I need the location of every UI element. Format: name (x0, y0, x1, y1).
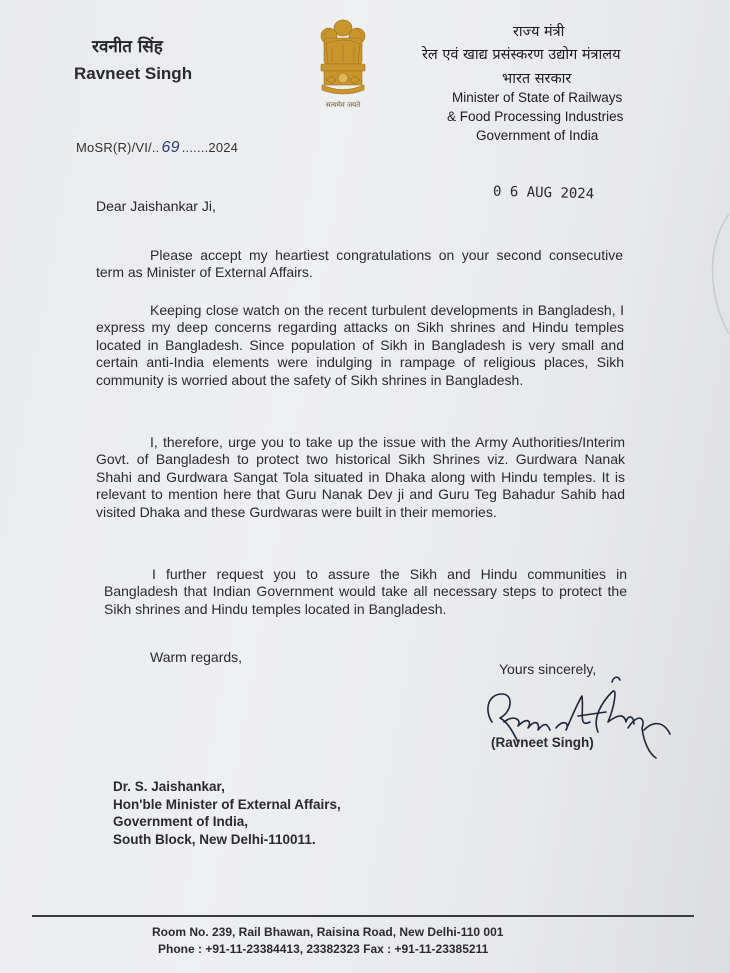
handwritten-signature (478, 672, 678, 764)
yours-sincerely: Yours sincerely, (499, 661, 597, 677)
salutation: Dear Jaishankar Ji, (96, 198, 216, 214)
footer-address: Room No. 239, Rail Bhawan, Raisina Road, New Delhi-110 001 (152, 925, 504, 939)
body-paragraph: Please accept my heartiest congratulations on your second consecutive term as Minister of External Affairs. (96, 247, 623, 281)
footer-contact: Phone : +91-11-23384413, 23382323 Fax : +91-11-23385211 (158, 942, 489, 956)
body-paragraph: Keeping close watch on the recent turbulent developments in Bangladesh, I express my deep concerns regarding attacks on Sikh shrines and Hindu temples located in Bangladesh. Since population of Sikh in Bangladesh is very small and certain anti-India elements were indulging in rampage of religious places, Sikh community is worried about the safety of Sikh shrines in Bangladesh. (96, 302, 624, 388)
page-curl-shadow (703, 214, 730, 334)
designation-hindi-line: भारत सरकार (502, 71, 572, 87)
designation-english-line: & Food Processing Industries (447, 109, 624, 124)
svg-text:सत्यमेव जयते: सत्यमेव जयते (325, 101, 361, 109)
sender-name: Ravneet Singh (74, 64, 193, 83)
footer-divider (32, 915, 694, 917)
reference-handwritten-number: 69 (161, 139, 180, 156)
date-stamp: 0 6 AUG 2024 (492, 183, 595, 203)
designation-english-line: Minister of State of Railways (452, 90, 623, 105)
designation-hindi-line: राज्य मंत्री (513, 24, 565, 40)
national-emblem-icon (312, 14, 374, 110)
recipient-line: Hon'ble Minister of External Affairs, (113, 797, 341, 812)
designation-hindi-line: रेल एवं खाद्य प्रसंस्करण उद्योग मंत्रालय (422, 47, 621, 63)
body-paragraph: I further request you to assure the Sikh and Hindu communities in Bangladesh that Indian Government would take all necessary steps to protect the Sikh shrines and Hindu temples located in Bangladesh. (104, 566, 627, 617)
warm-regards: Warm regards, (150, 649, 243, 665)
designation-english-line: Government of India (476, 128, 599, 143)
reference-suffix: .......2024 (181, 140, 239, 155)
body-paragraph: I, therefore, urge you to take up the issue with the Army Authorities/Interim Govt. of Bangladesh to protect two historical Sikh Shrines viz. Gurdwara Nanak Shahi and Gurdwara Sangat Tola situated in Dhaka along with Hindu temples. It is relevant to mention here that Guru Nanak Dev ji and Guru Teg Bahadur Sahib had visited Dhaka and these Gurdwaras were built in their memories. (96, 434, 625, 520)
recipient-line: Dr. S. Jaishankar, (113, 779, 225, 794)
recipient-line: South Block, New Delhi-110011. (113, 832, 316, 847)
sender-name-hindi: रवनीत सिंह (92, 37, 163, 57)
reference-prefix: MoSR(R)/VI/.. (76, 140, 160, 155)
signatory-name: (Ravneet Singh) (491, 735, 594, 750)
recipient-line: Government of India, (113, 814, 249, 829)
reference-number (76, 139, 238, 157)
